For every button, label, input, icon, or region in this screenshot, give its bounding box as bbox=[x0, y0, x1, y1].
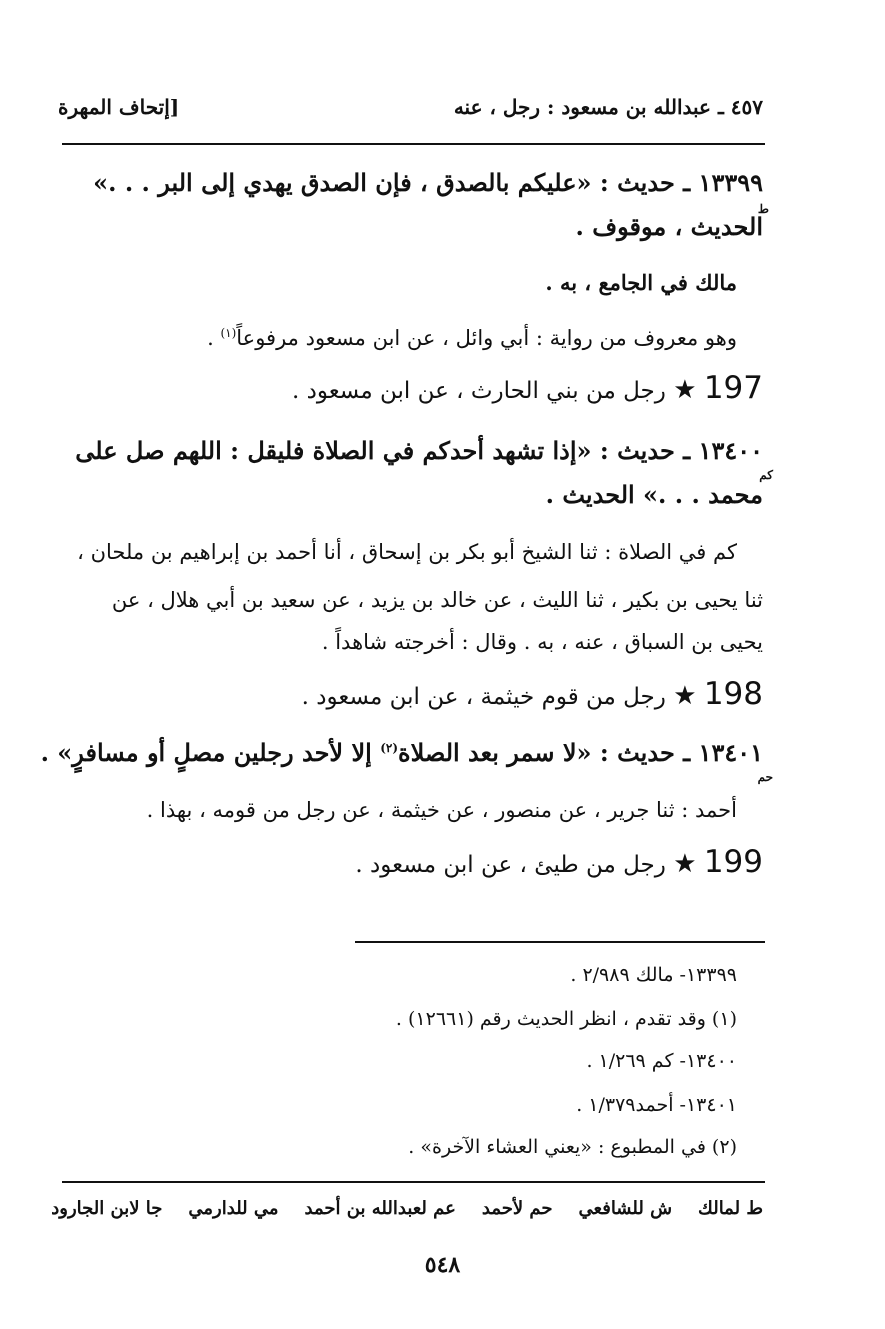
star-icon: ★ bbox=[673, 681, 697, 711]
legend-item: ط لمالك bbox=[698, 1198, 763, 1219]
running-header-book: [إتحاف المهرة bbox=[58, 95, 180, 119]
footnote-marker: (٢) bbox=[380, 741, 399, 755]
legend-item: مي للدارمي bbox=[188, 1198, 279, 1219]
entry-text: رجل من بني الحارث ، عن ابن مسعود . bbox=[291, 378, 666, 404]
siglum: ط bbox=[757, 202, 769, 216]
star-icon: ★ bbox=[673, 849, 697, 879]
star-icon: ★ bbox=[673, 375, 697, 405]
hadith-number: ١٣٤٠٠ bbox=[698, 436, 763, 465]
page-number: ٥٤٨ bbox=[424, 1252, 461, 1278]
siglum: كم bbox=[759, 468, 773, 482]
hadith-13399-line2: الحديث ، موقوف . bbox=[575, 212, 763, 241]
header-rule bbox=[62, 143, 765, 145]
entry-text: رجل من طيئ ، عن ابن مسعود . bbox=[355, 852, 666, 878]
hadith-13401-line1: ١٣٤٠١ ـ حديث : «لا سمر بعد الصلاة$^{(٢)}$ إلا لأحد رجلين مصلٍ أو مسافرٍ» . bbox=[40, 738, 763, 767]
hadith-number: ١٣٤٠١ bbox=[698, 738, 763, 767]
hadith-13399-line1 bbox=[93, 168, 763, 197]
legend-rule bbox=[62, 1181, 765, 1183]
hadith-text: ـ حديث : «عليكم بالصدق ، فإن الصدق يهدي إلى البر . . .» bbox=[93, 168, 691, 197]
entry-199 bbox=[355, 844, 763, 880]
footnote-rule bbox=[355, 941, 765, 943]
running-header-title: ٤٥٧ ـ عبدالله بن مسعود : رجل ، عنه bbox=[453, 95, 763, 119]
footnote: ١٣٣٩٩- مالك ٢/٩٨٩ . bbox=[570, 964, 737, 986]
legend-item: عم لعبدالله بن أحمد bbox=[304, 1198, 456, 1219]
entry-number: 197 bbox=[703, 370, 763, 406]
hadith-13400-line1 bbox=[75, 436, 763, 465]
footnote: (١) وقد تقدم ، انظر الحديث رقم (١٢٦٦١) . bbox=[395, 1008, 737, 1030]
legend-item: جا لابن الجارود bbox=[51, 1198, 163, 1219]
siglum: حم bbox=[757, 770, 773, 784]
chain-line: كم في الصلاة : ثنا الشيخ أبو بكر بن إسحاق ، أنا أحمد بن إبراهيم بن ملحان ، bbox=[77, 540, 737, 564]
chain-line: ثنا يحيى بن بكير ، ثنا الليث ، عن خالد بن يزيد ، عن سعيد بن أبي هلال ، عن bbox=[111, 588, 763, 612]
footnote: ١٣٤٠٠- كم ١/٢٦٩ . bbox=[586, 1050, 737, 1072]
footnote: (٢) في المطبوع : «يعني العشاء الآخرة» . bbox=[408, 1136, 737, 1158]
footnote: ١٣٤٠١- أحمد١/٣٧٩ . bbox=[576, 1094, 737, 1116]
chain-line: يحيى بن السباق ، عنه ، به . وقال : أخرجته شاهداً . bbox=[321, 630, 763, 654]
chain-line: أحمد : ثنا جرير ، عن منصور ، عن خيثمة ، عن رجل من قومه ، بهذا . bbox=[146, 798, 737, 822]
legend-item: حم لأحمد bbox=[481, 1198, 553, 1219]
entry-198 bbox=[302, 676, 763, 712]
footnote-marker: (١) bbox=[220, 326, 237, 340]
source-line: مالك في الجامع ، به . bbox=[545, 270, 737, 295]
hadith-number: ١٣٣٩٩ bbox=[698, 168, 763, 197]
note-line: وهو معروف من رواية : أبي وائل ، عن ابن مسعود مرفوعاً$^{(١)}$ . bbox=[207, 326, 737, 350]
sigla-legend bbox=[51, 1198, 763, 1219]
entry-number: 199 bbox=[703, 844, 763, 880]
legend-item: ش للشافعي bbox=[578, 1198, 673, 1219]
hadith-text: ـ حديث : «إذا تشهد أحدكم في الصلاة فليقل : اللهم صل على bbox=[75, 436, 691, 465]
entry-197 bbox=[292, 370, 763, 406]
hadith-13400-line2: محمد . . .» الحديث . bbox=[545, 480, 763, 509]
entry-text: رجل من قوم خيثمة ، عن ابن مسعود . bbox=[301, 684, 666, 710]
entry-number: 198 bbox=[703, 676, 763, 712]
